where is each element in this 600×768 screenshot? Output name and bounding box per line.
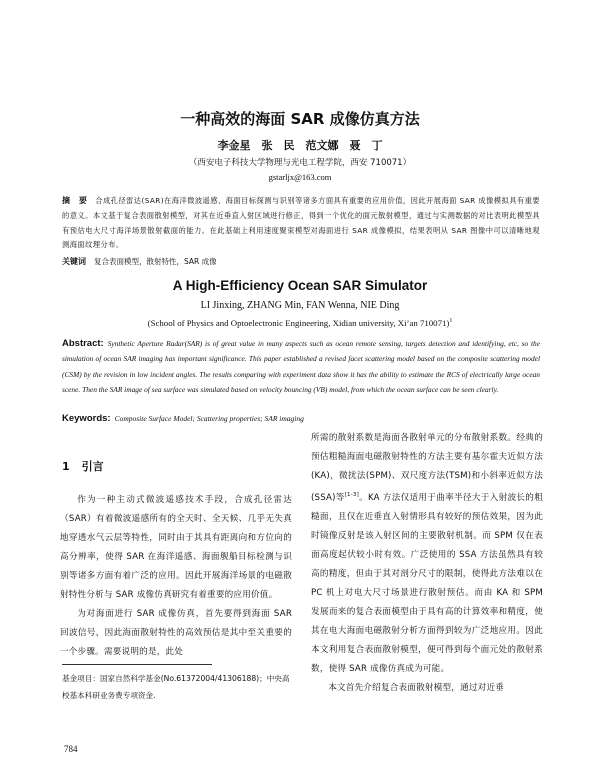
body-paragraph [311,429,543,679]
keywords-cn-label: 关键词 [62,257,86,266]
page-number: 784 [64,744,78,754]
paper-title-en: A High-Efficiency Ocean SAR Simulator [172,278,428,293]
keywords-en-label: Keywords: [62,413,111,424]
left-column [60,491,292,662]
right-column [311,429,543,698]
abstract-en-text: Synthetic Aperture Radar(SAR) is of great value in many aspects such as ocean remote sensing, targets detection and identifying, etc, so the simulation of ocean SAR imaging has important significance. This paper established a revised facet scattering model based on the composite scattering model (CSM) by the revision in low incident angles. The results comparing with experiment data show it has the ability to estimate the RCS of electrically large ocean scene. Then the SAR image of sea surface was simulated based on velocity bouncing (VB) model, from which the ocean surface can be seen clearly. [62,339,540,394]
abstract-cn-label: 摘 要 [62,196,88,205]
citation-ref[interactable]: [1-3] [344,492,359,498]
author-email[interactable]: gstarljx@163.com [268,172,332,182]
body-paragraph: 作为一种主动式微波遥感技术手段，合成孔径雷达（SAR）有着微波遥感所有的全天时、全天候、几乎无失真地穿透水气云层等特性，同时由于其具有距离向和方位向的高分辨率，使得 SAR 在海洋遥感、海面舰船目标检测与识别等诸多方面有着广泛的应用。因此开展海洋场景的电磁散射特性分析与 SAR 成像仿真研究有着重要的应用价值。 [60,495,292,600]
body-paragraph: 为对海面进行 SAR 成像仿真，首先要得到海面 SAR 回波信号，因此海面散射特性的高效预估是其中至关重要的一个步骤。需要说明的是，此处 [60,609,292,657]
body-paragraph: 本文首先介绍复合表面散射模型，通过对近垂 [328,682,505,693]
body-text: 。KA 方法仅适用于曲率半径大于入射波长的粗糙面，且仅在近垂直入射情形具有较好的预估效果，因为此时镜像反射是该入射区间的主要散射机制。而 SPM 仅在表面高度起伏较小时有效。广泛使用的 SSA 方法虽然具有较高的精度，但由于其对剖分尺寸的限制，使得此方法难以在 PC 机上对电大尺寸场景进行散射预估。而由 KA 和 SPM 发展而来的复合表面模型由于具有高的计算效率和精度，使其在电大海面电磁散射分析方面得到较为广泛地应用。因此本文利用复合表面散射模型，便可得到每个面元处的散射系数，使得 SAR 成像仿真成为可能。 [311,492,544,674]
footnote: 基金项目：国家自然科学基金(No.61372004/41306188)；中央高校基本科研业务费专项资金. [62,674,290,700]
authors-en: LI Jinxing, ZHANG Min, FAN Wenna, NIE Ding [200,300,400,311]
footnote-divider [62,664,212,665]
abstract-cn [62,194,540,253]
keywords-cn-text: 复合表面模型，散射特性，SAR 成像 [94,257,217,266]
abstract-cn-text: 合成孔径雷达(SAR)在海洋微波遥感、海面目标探测与识别等诸多方面具有重要的应用价值，因此开展海面 SAR 成像模拟具有重要的意义。本文基于复合表面散射模型，对其在近垂直入射区域进行修正，得到一个优化的面元散射模型，通过与实测数据的对比表明此模型具有预估电大尺寸海洋场景散射截面的能力。在此基础上利用速度聚束模型对海面进行 SAR 成像模拟，结果表明从 SAR 图像中可以清晰地观测海面纹理分布。 [62,196,540,250]
authors-cn: 李金星 张 民 范文娜 聂 丁 [217,139,383,152]
section-heading [62,458,104,474]
body-text: 所需的散射系数是海面各散射单元的分布散射系数。经典的预估粗糙海面电磁散射特性的方法主要有基尔霍夫近似方法(KA)，微扰法(SPM)、双尺度方法(TSM)和小斜率近似方法(SSA)等 [311,433,543,503]
paper-title-cn: 一种高效的海面 SAR 成像仿真方法 [180,110,420,128]
affiliation-cn: （西安电子科技大学物理与光电工程学院，西安 710071） [188,158,412,168]
affiliation-en-text: (School of Physics and Optoelectronic Engineering, Xidian university, Xi’an 710071) [147,318,450,328]
affiliation-en-sup: 1 [449,318,453,325]
abstract-en-label: Abstract: [62,338,104,349]
keywords-en [62,413,540,424]
keywords-cn [62,256,540,267]
keywords-en-text: Composite Surface Model; Scattering properties; SAR imaging [114,414,304,423]
abstract-en [62,336,540,397]
section-title: 引言 [81,460,104,473]
section-number: 1 [62,460,70,473]
affiliation-en [0,318,600,328]
